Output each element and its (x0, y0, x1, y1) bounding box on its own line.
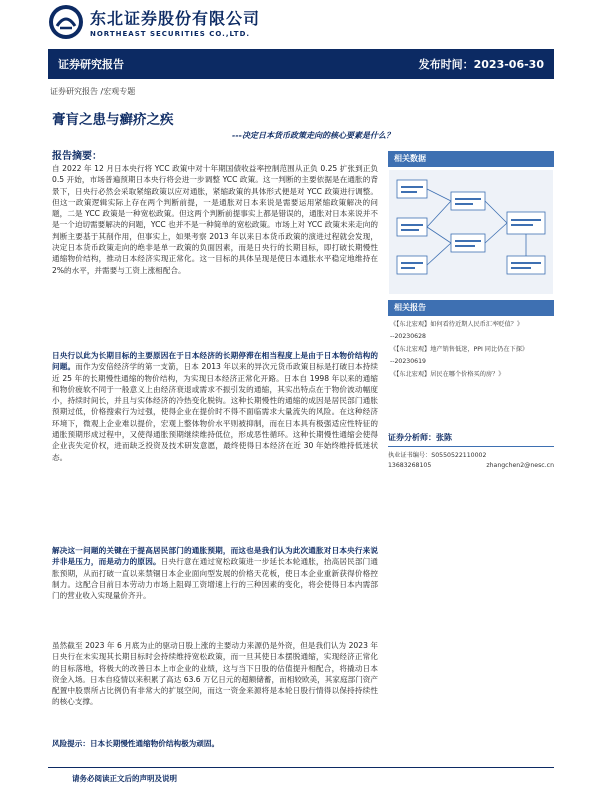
analyst-contact-row (388, 461, 554, 471)
paragraph-2-body: 而作为安倍经济学的第一支箭，日本 2013 年以来的异次元货币政策目标是打破日本持续近 25 年的长期慢性通缩的物价结构，为实现日本经济正常化开路。日本自 1998 年以来的通缩和物价疲软不同于一般意义上由经济衰退或需求不振引发的通缩，其实出特点在于物价波动幅度小，持续时间长，并且与实体经济的冷热变化脱钩。这种长期慢性的通缩的成因是居民部门通胀预期过低，价格搜索行为过强，使得企业在提价时不得不面临需求大量流失的风险。在这种经济环境下，微观上企业难以提价，宏观上整体物价水平则被抑制，而在日本具有极强适应性特征的通胀预期形成过程中，又使得通胀预期继续维持低位，形成恶性循环。这种长期慢性通缩会使得企业丧失定价权，进而缺乏投资及技术研发意愿，最终使得日本经济在近 30 年始终维持低迷状态。 (52, 362, 379, 462)
analyst-email[interactable]: zhangchen2@nesc.cn (486, 462, 554, 469)
analyst-phone: 13683268105 (388, 462, 432, 469)
publish-date: 发布时间：2023-06-30 (418, 58, 544, 71)
paragraph-3-body: 日央行意在通过宽松政策进一步延长本轮通胀，抬高居民部门通胀预期，从而打破一直以来禁锢日本企业面向型发展的价格天花板，使日本企业重新获得价格控制力。这配合目前日本劳动力市场上阻碍工资增速上行的三种因素的变化，将会使得日本内需部门的营业收入实现量价齐升。 (52, 557, 379, 601)
company-name-en: NORTHEAST SECURITIES CO.,LTD. (90, 30, 251, 38)
diagram-node (397, 218, 427, 236)
footer-disclaimer: 请务必阅读正文后的声明及说明 (72, 774, 177, 783)
report-title: 膏肓之患与癣疥之疾 (52, 112, 174, 128)
related-report-title[interactable]: 《【东北宏观】地产销售低迷，PPI 同比仍在下探》 (390, 346, 529, 353)
summary-paragraph-4: 虽然截至 2023 年 6 月底为止的驱动日股上涨的主要动力来源仍是外资，但是我们认为 2023 年日央行在未实现其长期目标时会持续维持宽松政策，而一旦其使日本摆脱通缩，实现经济正常化的目标落地，将极大的改善日本上市企业的业绩，这与当下日股的估值提升相配合，将撬动日本资金入场。日本自疫情以来积累了高达 63.6 万亿日元的超额储蓄，而相较欧美，其家庭部门资产配置中股票所占比例仍有非常大的扩展空间，而这一资金来源将是本轮日股行情得以保持持续性的核心支撑。 (52, 641, 378, 707)
paragraph-3-lead: 解决这一问题的关键在于提高居民部门的通胀预期，而这也是我们认为此次通胀对日本央行来说并非是压力，而是动力的原因。 (52, 546, 378, 567)
report-type-label: 证券研究报告 (58, 58, 124, 71)
analyst-name: 证券分析师：张陈 (388, 432, 554, 447)
diagram-node (507, 212, 545, 234)
summary-paragraph-1: 自 2022 年 12 月日本央行将 YCC 政策中对十年期国债收益率控制范围从正负 0.25 扩张到正负 0.5 开始，市场普遍预期日本央行将会进一步调整 YCC 政策。这一判断的主要依据是在通胀的背景下，日央行必然会采取紧缩政策以应对通胀，紧缩政策的具体形式便是对 YCC 政策进行调整。但这一政策逻辑实际上存在两个判断前提，一是通胀对日本来说是需要运用紧缩政策解决的问题，二是 YCC 政策是一种宽松政策。但这两个判断前提事实上都是错误的，通胀对日本来说并不是一个迫切需要解决的问题，YCC 也并不是一种简单的宽松政策。市场上对 YCC 政策未来走向的判断主要基于其削作用，但事实上，如果考察 2013 年以来日本货币政策的演进过程就会发现，决定日本货币政策走向的绝非是单一政策的负面因素，而是日央行的长期目标，即打破长期慢性通缩物价结构，推动日本经济实现正常化。这一目标的具体呈现是使日本通胀水平稳定地维持在 2%的水平，并需要与工资上涨相配合。 (52, 164, 378, 275)
related-report-date: --20230628 (390, 333, 426, 340)
related-data-heading: 相关数据 (388, 151, 554, 167)
company-name-cn: 东北证券股份有限公司 (90, 9, 261, 28)
report-subtitle: ---决定日本货币政策走向的核心要素是什么？ (232, 131, 394, 140)
related-reports-list (390, 320, 554, 382)
footer-divider (48, 767, 554, 768)
diagram-node (397, 180, 427, 198)
analyst-license: 执业证书编号：S0550522110002 (388, 452, 487, 459)
summary-paragraph-3 (52, 545, 378, 601)
related-report-date: --20230619 (390, 358, 426, 365)
risk-warning: 风险提示：日本长期慢性通缩物价结构极为顽固。 (52, 739, 220, 748)
paragraph-2-lead: 日央行以此为长期目标的主要原因在于日本经济的长期停滞在相当程度上是由于日本物价结构的问题。 (52, 351, 378, 372)
breadcrumb: 证券研究报告 /宏观专题 (50, 87, 136, 96)
diagram-node (507, 256, 545, 274)
diagram-node (451, 234, 485, 252)
header-banner (48, 49, 554, 79)
company-logo (48, 4, 260, 40)
analyst-license-row (388, 451, 554, 461)
related-reports-heading: 相关报告 (388, 300, 554, 316)
diagram-node (451, 192, 485, 210)
related-report-title[interactable]: 《【东北宏观】如何看待近期人民币汇率贬值？》 (390, 321, 524, 328)
related-report-title[interactable]: 《【东北宏观】居民在哪个价格买的房？》 (390, 371, 505, 378)
summary-heading: 报告摘要： (52, 151, 102, 162)
summary-paragraph-2 (52, 350, 378, 463)
company-emblem-icon (48, 4, 84, 40)
diagram-node (397, 256, 427, 274)
analyst-info (388, 432, 554, 471)
policy-flow-diagram (389, 170, 553, 294)
